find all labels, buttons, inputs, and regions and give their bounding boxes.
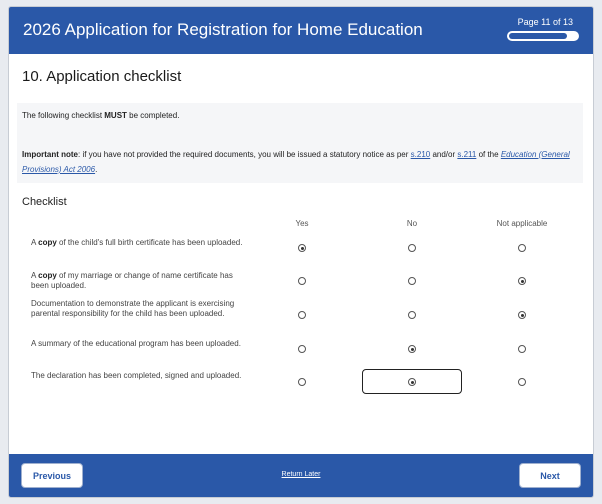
previous-button[interactable]: Previous bbox=[21, 463, 83, 488]
radio-not-applicable[interactable] bbox=[518, 244, 526, 252]
column-header-not-applicable: Not applicable bbox=[496, 219, 548, 228]
checklist-instruction: The following checklist MUST be completed. bbox=[22, 111, 180, 120]
header-bar bbox=[9, 7, 593, 54]
next-button[interactable]: Next bbox=[519, 463, 581, 488]
app-title: 2026 Application for Registration for Home Education bbox=[23, 20, 423, 39]
link-s210[interactable]: s.210 bbox=[410, 150, 431, 159]
checklist-row-label: A summary of the educational program has been uploaded. bbox=[31, 339, 241, 348]
important-note: Important note: if you have not provided the required documents, you will be issued a statutory notice as per s.210 and/or s.211 of the Education (General Provisions) Act 2006. bbox=[22, 150, 570, 174]
radio-yes[interactable] bbox=[298, 277, 306, 285]
checklist-title: Checklist bbox=[22, 196, 67, 208]
checklist-row-label: A copy of the child's full birth certificate has been uploaded. bbox=[31, 238, 243, 247]
form-window bbox=[8, 6, 594, 498]
return-later-link[interactable]: Return Later bbox=[281, 471, 321, 478]
radio-yes[interactable] bbox=[298, 311, 306, 319]
column-header-yes: Yes bbox=[295, 219, 309, 228]
radio-no[interactable] bbox=[408, 277, 416, 285]
notice-box bbox=[17, 103, 583, 183]
checklist-row-label: A copy of my marriage or change of name certificate has been uploaded. bbox=[31, 271, 233, 290]
radio-yes[interactable] bbox=[298, 345, 306, 353]
radio-no[interactable] bbox=[408, 345, 416, 353]
checklist-row-label: The declaration has been completed, signed and uploaded. bbox=[31, 371, 242, 380]
page-indicator: Page 11 of 13 bbox=[517, 17, 573, 27]
link-education-act[interactable]: Education (General Provisions) Act 2006 bbox=[22, 150, 570, 174]
link-s211[interactable]: s.211 bbox=[457, 150, 477, 159]
checklist-row-label: Documentation to demonstrate the applicant is exercising parental responsibility for the child has been uploaded. bbox=[31, 299, 235, 318]
radio-no[interactable] bbox=[408, 311, 416, 319]
radio-yes[interactable] bbox=[298, 244, 306, 252]
progress-bar-fill bbox=[509, 33, 567, 39]
column-header-no: No bbox=[406, 219, 418, 228]
footer-bar bbox=[9, 454, 593, 497]
radio-no[interactable] bbox=[408, 244, 416, 252]
important-note-label: Important note bbox=[22, 150, 78, 159]
section-title: 10. Application checklist bbox=[22, 68, 182, 85]
progress-bar bbox=[507, 31, 579, 41]
must-emphasis: MUST bbox=[104, 111, 127, 120]
focus-outline bbox=[362, 369, 462, 394]
radio-not-applicable[interactable] bbox=[518, 345, 526, 353]
radio-not-applicable[interactable] bbox=[518, 311, 526, 319]
radio-yes[interactable] bbox=[298, 378, 306, 386]
radio-not-applicable[interactable] bbox=[518, 277, 526, 285]
radio-not-applicable[interactable] bbox=[518, 378, 526, 386]
